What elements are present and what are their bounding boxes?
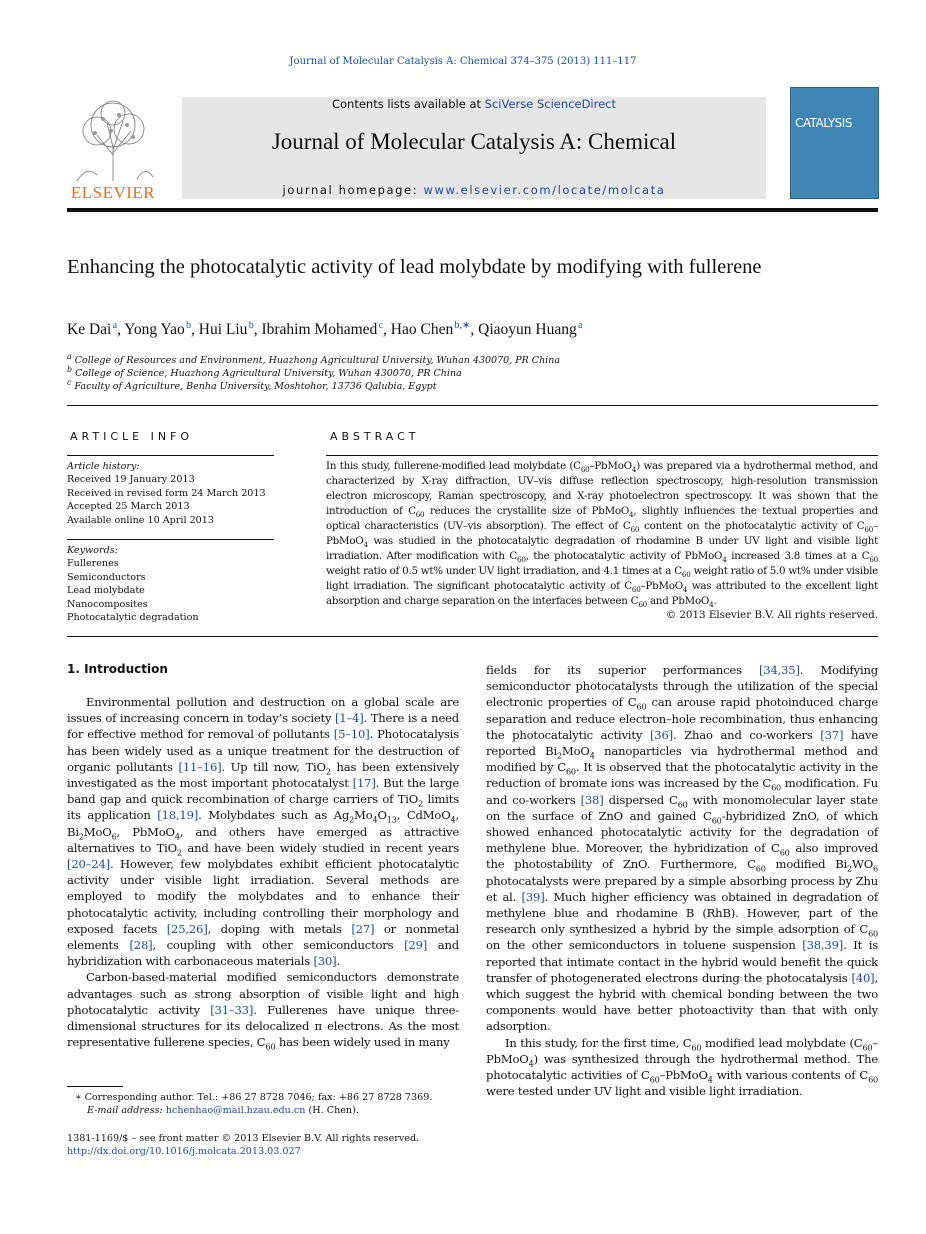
article-title: Enhancing the photocatalytic activity of lead molybdate by modifying with fullerene — [67, 256, 762, 278]
ref-link[interactable]: [29] — [404, 938, 428, 953]
author-affil-sup[interactable]: a — [578, 320, 583, 331]
journal-title: Journal of Molecular Catalysis A: Chemical — [271, 129, 677, 154]
section-divider — [67, 636, 878, 637]
email-link[interactable]: hchenhao@mail.hzau.edu.cn — [165, 1105, 306, 1116]
author-name[interactable]: Hui Liu — [198, 321, 248, 339]
abstract-heading: ABSTRACT — [330, 430, 420, 443]
homepage-line: journal homepage: www.elsevier.com/locate/molcata — [282, 183, 666, 197]
author-name[interactable]: Yong Yao — [124, 321, 185, 339]
ref-link[interactable]: [5–10] — [333, 727, 370, 742]
author-affil-sup[interactable]: a — [112, 320, 118, 331]
article-info-rule — [67, 455, 274, 456]
ref-link[interactable]: [38,39] — [802, 938, 844, 953]
abstract-rule — [326, 455, 878, 456]
ref-link[interactable]: [20–24] — [67, 857, 110, 872]
body-column-right: fields for its superior performances [34,35]. Modifying semiconductor photocatalysts through the utilization of the special electronic properties of $C_{60}$ can arouse rapid photoinduced charge separation and reduce electron–hole recombination, thus enhancing the photocatalytic activity [36]. Zhao and co-workers [37] have reported $Bi_2MoO_4$ nanoparticles via hydrothermal method and modified by $C_{60}$. It is observed that the photocatalytic activity in the reduction of bromate ions was increased by the $C_{60}$ modification. Fu and co-workers [38] dispersed $C_{60}$ with monomolecular layer state on the surface of ZnO and gained $C_{60}$-hybridized ZnO, of which showed enhanced photocatalytic activity for the degradation of methylene blue. Moreover, the hybridization of $C_{60}$ also improved the photostability of ZnO. Furthermore, $C_{60}$ modified $Bi_2WO_6$ photocatalysts were prepared by a simple absorbing process by Zhu et al. [39]. Much higher efficiency was obtained in degradation of methylene blue and rhodamine B (RhB). However, part of the research only synthesized a hybrid by the simple adsorption of $C_{60}$ on the other semiconductors in toluene suspension [38,39]. It is reported that intimate contact in the hybrid would benefit the quick transfer of photogenerated electrons during the photocatalysis [40], which suggest the hybrid with chemical bonding between the two components would have better photoactivity than that with only adsorption. In this study, for the first time, $C_{60}$ modified lead molybdate $(C_{60}-PbMoO_4)$ was synthesized through the hydrothermal method. The photocatalytic activities of $C_{60}-PbMoO_4$ with various contents of $C_{60}$ were tested under UV light and visible light irradiation. — [486, 663, 879, 1099]
author-list: Ke Dai $^a$, Yong Yao $^b$, Hui Liu $^b$, Ibrahim Mohamed $^c$, Hao Chen $^{b,∗}$, Qiaoyun Huang $^a$ — [67, 320, 583, 339]
author-name[interactable]: Hao Chen — [390, 321, 454, 339]
abstract-copyright: © 2013 Elsevier B.V. All rights reserved. — [665, 609, 878, 621]
ref-link[interactable]: [37] — [820, 727, 844, 742]
elsevier-wordmark: ELSEVIER — [70, 183, 156, 202]
affiliation: $^a$ College of Resources and Environment, Huazhong Agricultural University, Wuhan 430070, PR China — [67, 352, 561, 367]
keywords: Keywords: Fullerenes Semiconductors Lead molybdate Nanocomposites Photocatalytic degradation — [67, 545, 199, 624]
ref-link[interactable]: [30] — [313, 954, 337, 969]
ref-link[interactable]: [34,35] — [758, 663, 800, 677]
author-name[interactable]: Ibrahim Mohamed — [261, 321, 378, 339]
issn-line: 1381-1169/$ – see front matter © 2013 Elsevier B.V. All rights reserved. — [67, 1133, 420, 1144]
journal-citation[interactable]: Journal of Molecular Catalysis A: Chemical 374–375 (2013) 111–117 — [289, 56, 637, 67]
ref-link[interactable]: [36] — [649, 727, 673, 742]
header-rule — [67, 208, 878, 212]
ref-link[interactable]: [39] — [521, 889, 545, 904]
ref-link[interactable]: [17] — [352, 776, 376, 791]
ref-link[interactable]: [38] — [580, 792, 604, 807]
ref-link[interactable]: [27] — [351, 921, 375, 936]
ref-link[interactable]: [25,26] — [166, 921, 208, 936]
corresponding-author-note: ∗ Corresponding author. Tel.: +86 27 8728 7046; fax: +86 27 8728 7369. — [75, 1092, 433, 1103]
ref-link[interactable]: [11–16] — [178, 759, 222, 774]
author-affil-sup[interactable]: b — [248, 320, 254, 331]
author-affil-sup[interactable]: b,∗ — [454, 320, 471, 331]
journal-cover-thumbnail[interactable] — [790, 87, 879, 199]
ref-link[interactable]: [18,19] — [157, 808, 199, 823]
ref-link[interactable]: [31–33] — [210, 1002, 254, 1017]
cover-title: CATALYSIS — [795, 116, 852, 130]
journal-banner — [182, 97, 766, 199]
homepage-link[interactable]: www.elsevier.com/locate/molcata — [423, 183, 666, 197]
affiliation: $^b$ College of Science, Huazhong Agricultural University, Wuhan 430070, PR China — [67, 365, 462, 380]
body-column-left: Environmental pollution and destruction on a global scale are issues of increasing concern in today’s society [1–4]. There is a need for effective method for removal of pollutants [5–10]. Photocatalysis has been widely used as a unique treatment for the destruction of organic pollutants [11–16]. Up till now, TiO$_2$ has been extensively investigated as the most important photocatalyst [17]. But the large band gap and quick recombination of charge carriers of TiO$_2$ limits its application [18,19]. Molybdates such as $Ag_2Mo_4O_{13}$, CdMoO$_4$, $Bi_2MoO_6$, PbMoO$_4$, and others have emerged as attractive alternatives to TiO$_2$ and have been widely studied in recent years [20–24]. However, few molybdates exhibit efficient photocatalytic activity under visible light irradiation. Several methods are employed to modify the molybdates and to enhance their photocatalytic activity, including controlling their morphology and exposed facets [25,26], doping with metals [27] or nonmetal elements [28], coupling with other semiconductors [29] and hybridization with carbonaceous materials [30]. Carbon-based-material modified semiconductors demonstrate advantages such as strong absorption of visible light and high photocatalytic activity [31–33]. Fullerenes have unique three-dimensional structures for its delocalized π electrons. As the most representative fullerene species, $C_{60}$ has been widely used in many — [67, 695, 460, 1052]
doi-link[interactable]: http://dx.doi.org/10.1016/j.molcata.2013.03.027 — [67, 1146, 301, 1157]
abstract-text: In this study, fullerene-modified lead molybdate $(C_{60}-PbMoO_4)$ was prepared via a hydrothermal method, and characterized by X-ray diffraction, UV–vis diffuse reflection spectroscopy, high-resolution transmission electron microscopy, Raman spectroscopy, and X-ray photoelectron spectroscopy. It was shown that the introduction of $C_{60}$ reduces the crystallite size of PbMoO$_4$, slightly influences the textual properties and optical characteristics (UV–vis absorption). The effect of $C_{60}$ content on the photocatalytic activity of $C_{60}-PbMoO_4$ was studied in the photocatalytic degradation of rhodamine B under UV light and visible light irradiation. After modification with $C_{60}$, the photocatalytic activity of PbMoO$_4$ increased 3.8 times at a $C_{60}$ weight ratio of 0.5 wt% under UV light irradiation, and 4.1 times at a $C_{60}$ weight ratio of 5.0 wt% under visible light irradiation. The significant photocatalytic activity of $C_{60}-PbMoO_4$ was attributed to the excellent light absorption and charge separation on the interfaces between $C_{60}$ and PbMoO$_4$. — [326, 460, 879, 610]
article-history: Article history: Received 19 January 2013 Received in revised form 24 March 2013 Accepted 25 March 2013 Available online 10 April 2013 — [67, 461, 266, 526]
author-affil-sup[interactable]: c — [378, 320, 384, 331]
email-note: E-mail address: hchenhao@mail.hzau.edu.cn (H. Chen). — [87, 1105, 359, 1116]
ref-link[interactable]: [1–4] — [334, 711, 364, 726]
ref-link[interactable]: [28] — [129, 938, 153, 953]
ref-link[interactable]: [40] — [851, 970, 875, 985]
keywords-rule — [67, 539, 274, 540]
author-affil-sup[interactable]: b — [186, 320, 192, 331]
affiliation: $^c$ Faculty of Agriculture, Benha University, Moshtohor, 13736 Qalubia, Egypt — [67, 378, 437, 393]
section-divider — [67, 405, 878, 406]
introduction-heading: 1. Introduction — [67, 662, 168, 676]
contents-line: Contents lists available at SciVerse ScienceDirect — [331, 97, 617, 111]
sciencedirect-link[interactable]: SciVerse ScienceDirect — [484, 97, 617, 111]
author-name[interactable]: Qiaoyun Huang — [478, 321, 577, 339]
article-info-heading: ARTICLE INFO — [70, 430, 194, 443]
footnote-rule — [67, 1086, 123, 1087]
author-name[interactable]: Ke Dai — [67, 321, 112, 339]
